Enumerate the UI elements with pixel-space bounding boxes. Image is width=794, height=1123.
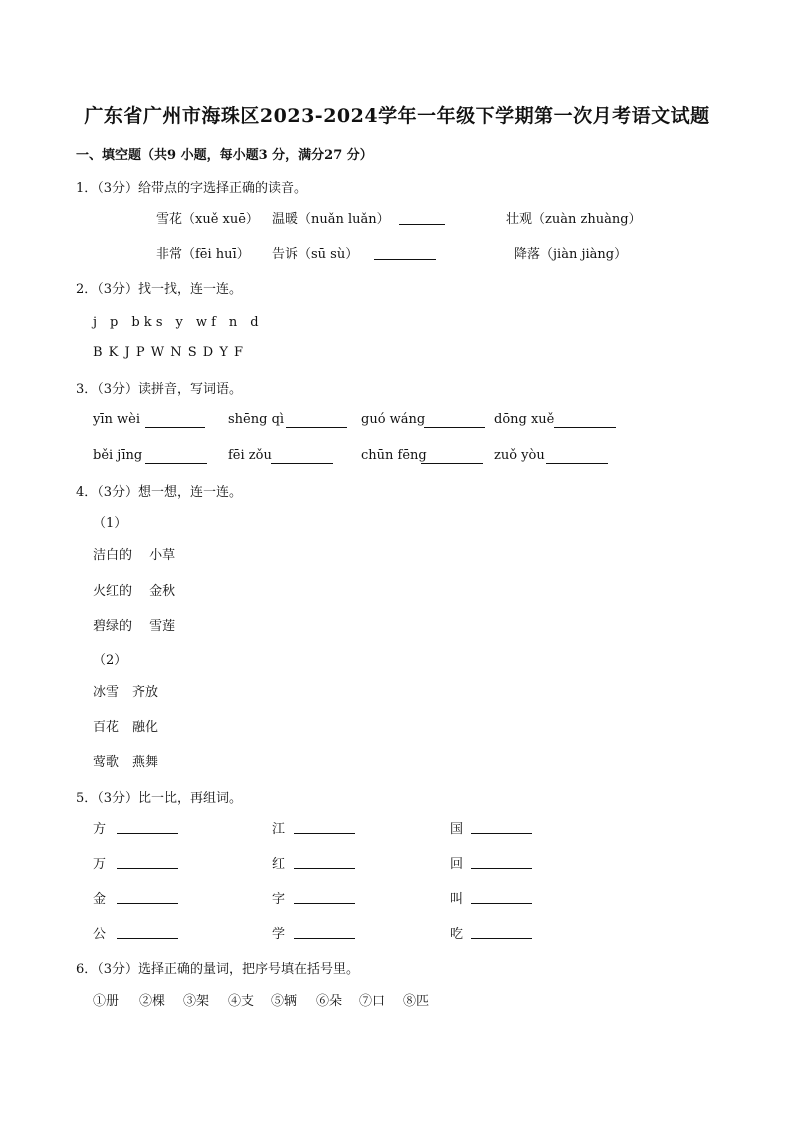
q1-item: 雪花（xuě xuē） [156,212,259,227]
q4-subpart-label: （1） [93,516,128,531]
q4-match-row: 洁白的 小草 [93,548,176,563]
q3-pinyin: yīn wèi [93,412,140,427]
q6-option: ②棵 [139,994,166,1009]
answer-blank[interactable] [145,451,207,464]
question-2-label: 2．（3分）找一找，连一连。 [76,282,243,297]
q5-char: 金 [93,892,107,907]
question-6-label: 6．（3分）选择正确的量词，把序号填在括号里。 [76,962,360,977]
answer-blank[interactable] [471,856,532,869]
answer-blank[interactable] [424,415,485,428]
q6-option: ⑤辆 [271,994,298,1009]
q5-char: 吃 [450,927,464,942]
answer-blank[interactable] [271,451,333,464]
q4-match-row: 莺歌 燕舞 [93,755,159,770]
answer-blank[interactable] [294,856,355,869]
q3-pinyin: fēi zǒu [228,448,272,463]
answer-blank[interactable] [294,891,355,904]
answer-blank[interactable] [117,856,178,869]
q3-pinyin: chūn fēng [361,448,427,463]
q5-char: 国 [450,822,464,837]
answer-blank[interactable] [294,926,355,939]
answer-blank[interactable] [294,821,355,834]
q5-char: 万 [93,857,107,872]
q4-match-row: 百花 融化 [93,720,159,735]
q3-pinyin: shēng qì [228,412,285,427]
q5-char: 公 [93,927,107,942]
answer-blank[interactable] [471,926,532,939]
q5-char: 叫 [450,892,464,907]
q5-char: 红 [272,857,286,872]
q1-item: 壮观（zuàn zhuàng） [506,212,642,227]
q5-char: 江 [272,822,286,837]
answer-blank[interactable] [117,926,178,939]
q2-uppercase-letters: B K J P W N S D Y F [93,345,245,360]
q6-option: ⑦口 [359,994,386,1009]
q3-pinyin: běi jīng [93,448,143,463]
answer-blank[interactable] [471,821,532,834]
q1-item: 非常（fēi huī） [156,247,250,262]
q4-match-row: 碧绿的 雪莲 [93,619,176,634]
answer-blank[interactable] [286,415,347,428]
answer-blank[interactable] [471,891,532,904]
section-heading: 一、填空题（共9 小题，每小题3 分，满分27 分） [76,148,373,163]
q3-pinyin: zuǒ yòu [494,448,545,463]
answer-blank[interactable] [374,247,436,260]
question-3-label: 3．（3分）读拼音，写词语。 [76,382,243,397]
answer-blank[interactable] [546,451,608,464]
answer-blank[interactable] [117,821,178,834]
q1-item: 告诉（sū sù） [272,247,359,262]
answer-blank[interactable] [145,415,205,428]
q5-char: 学 [272,927,286,942]
q6-option: ④支 [228,994,255,1009]
q6-option: ①册 [93,994,120,1009]
q5-char: 字 [272,892,286,907]
question-1-label: 1．（3分）给带点的字选择正确的读音。 [76,181,308,196]
q2-lowercase-letters: j p b k s y w f n d [93,315,259,330]
answer-blank[interactable] [399,212,445,225]
answer-blank[interactable] [554,415,616,428]
q1-item: 降落（jiàn jiàng） [514,247,628,262]
q6-option: ⑥朵 [316,994,343,1009]
q1-item: 温暖（nuǎn luǎn） [272,212,390,227]
page-title: 广东省广州市海珠区2023-2024学年一年级下学期第一次月考语文试题 [84,105,710,127]
q4-match-row: 火红的 金秋 [93,584,176,599]
q6-option: ⑧匹 [403,994,430,1009]
q4-subpart-label: （2） [93,653,128,668]
q3-pinyin: guó wáng [361,412,426,427]
q5-char: 方 [93,822,107,837]
q3-pinyin: dōng xuě [494,412,555,427]
q6-option: ③架 [183,994,210,1009]
question-4-label: 4．（3分）想一想，连一连。 [76,485,243,500]
q5-char: 回 [450,857,464,872]
answer-blank[interactable] [117,891,178,904]
q4-match-row: 冰雪 齐放 [93,685,159,700]
question-5-label: 5．（3分）比一比，再组词。 [76,791,243,806]
answer-blank[interactable] [421,451,483,464]
